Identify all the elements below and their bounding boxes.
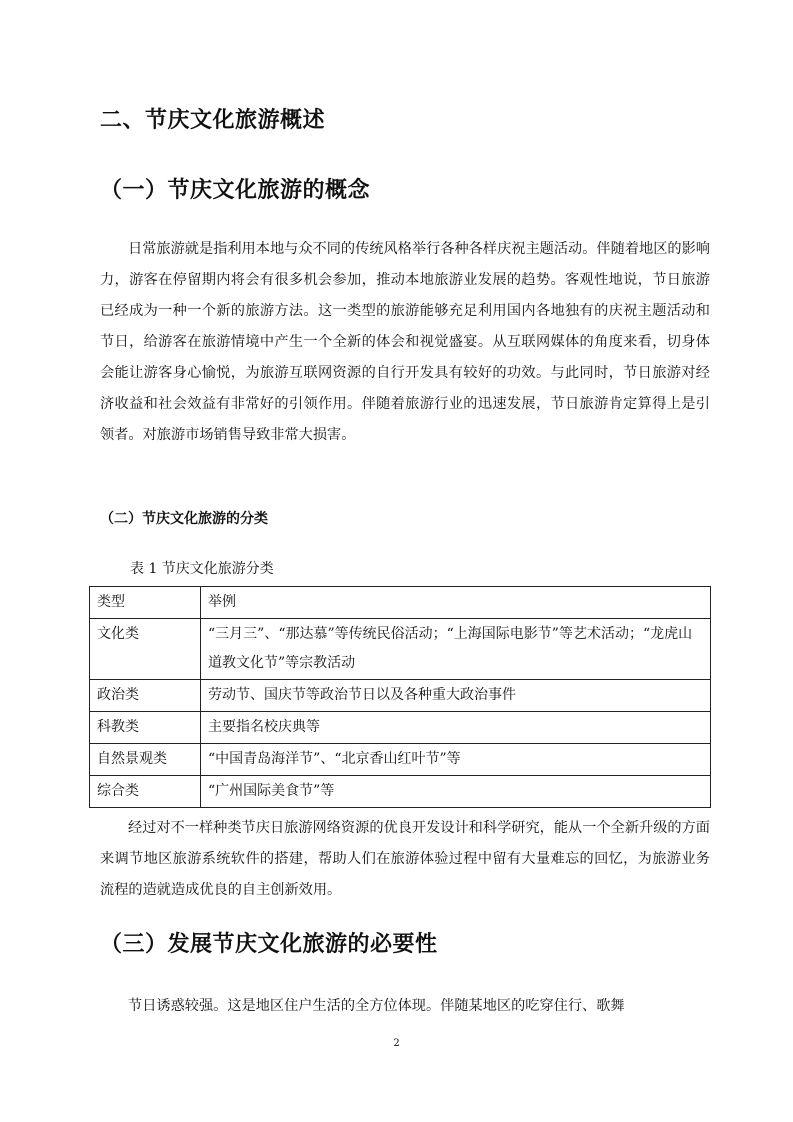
section-heading: 二、节庆文化旅游概述 — [100, 108, 326, 133]
classification-table — [89, 586, 711, 808]
table-row — [90, 744, 711, 776]
table-cell-type: 政治类 — [90, 680, 201, 712]
table-cell-example: 主要指名校庆典等 — [201, 712, 711, 744]
table-cell-type: 自然景观类 — [90, 744, 201, 776]
table-cell-type: 文化类 — [90, 619, 201, 680]
after-table-paragraph: 经过对不一样种类节庆日旅游网络资源的优良开发设计和科学研究，能从一个全新升级的方面来调节地区旅游系统软件的搭建，帮助人们在旅游体验过程中留有大量难忘的回忆，为旅游业务流程的造就造成优良的自主创新效用。 — [100, 820, 710, 898]
subsection-heading-necessity: （三）发展节庆文化旅游的必要性 — [100, 932, 438, 957]
concept-paragraph: 日常旅游就是指利用本地与众不同的传统风格举行各种各样庆祝主题活动。伴随着地区的影响力，游客在停留期内将会有很多机会参加，推动本地旅游业发展的趋势。客观性地说，节日旅游已经成为一种一个新的旅游方法。这一类型的旅游能够充足利用国内各地独有的庆祝主题活动和节日，给游客在旅游情境中产生一个全新的体会和视觉盛宴。从互联网媒体的角度来看，切身体会能让游客身心愉悦，为旅游互联网资源的自行开发具有较好的功效。与此同时，节日旅游对经济收益和社会效益有非常好的引领作用。伴随着旅游行业的迅速发展，节日旅游肯定算得上是引领者。对旅游市场销售导致非常大损害。 — [100, 241, 710, 443]
table-header-cell: 举例 — [201, 587, 711, 619]
table-cell-type: 科教类 — [90, 712, 201, 744]
subsection-heading-concept: （一）节庆文化旅游的概念 — [100, 178, 371, 203]
table-caption: 表 1 节庆文化旅游分类 — [130, 561, 274, 577]
table-row — [90, 776, 711, 808]
necessity-paragraph: 节日诱惑较强。这是地区住户生活的全方位体现。伴随某地区的吃穿住行、歌舞 — [128, 998, 625, 1014]
table-row — [90, 712, 711, 744]
subsection-heading-classification: （二）节庆文化旅游的分类 — [100, 511, 268, 527]
table-cell-type: 综合类 — [90, 776, 201, 808]
table-cell-example: 劳动节、国庆节等政治节日以及各种重大政治事件 — [201, 680, 711, 712]
table-row — [90, 619, 711, 680]
table-header-row — [90, 587, 711, 619]
page-number: 2 — [393, 1038, 400, 1049]
table-header-cell: 类型 — [90, 587, 201, 619]
table-cell-example: “广州国际美食节”等 — [201, 776, 711, 808]
table-row — [90, 680, 711, 712]
table-cell-example: “三月三”、“那达慕”等传统民俗活动；“上海国际电影节”等艺术活动；“龙虎山道教文化节”等宗教活动 — [201, 619, 711, 680]
table-cell-example: “中国青岛海洋节”、“北京香山红叶节”等 — [201, 744, 711, 776]
